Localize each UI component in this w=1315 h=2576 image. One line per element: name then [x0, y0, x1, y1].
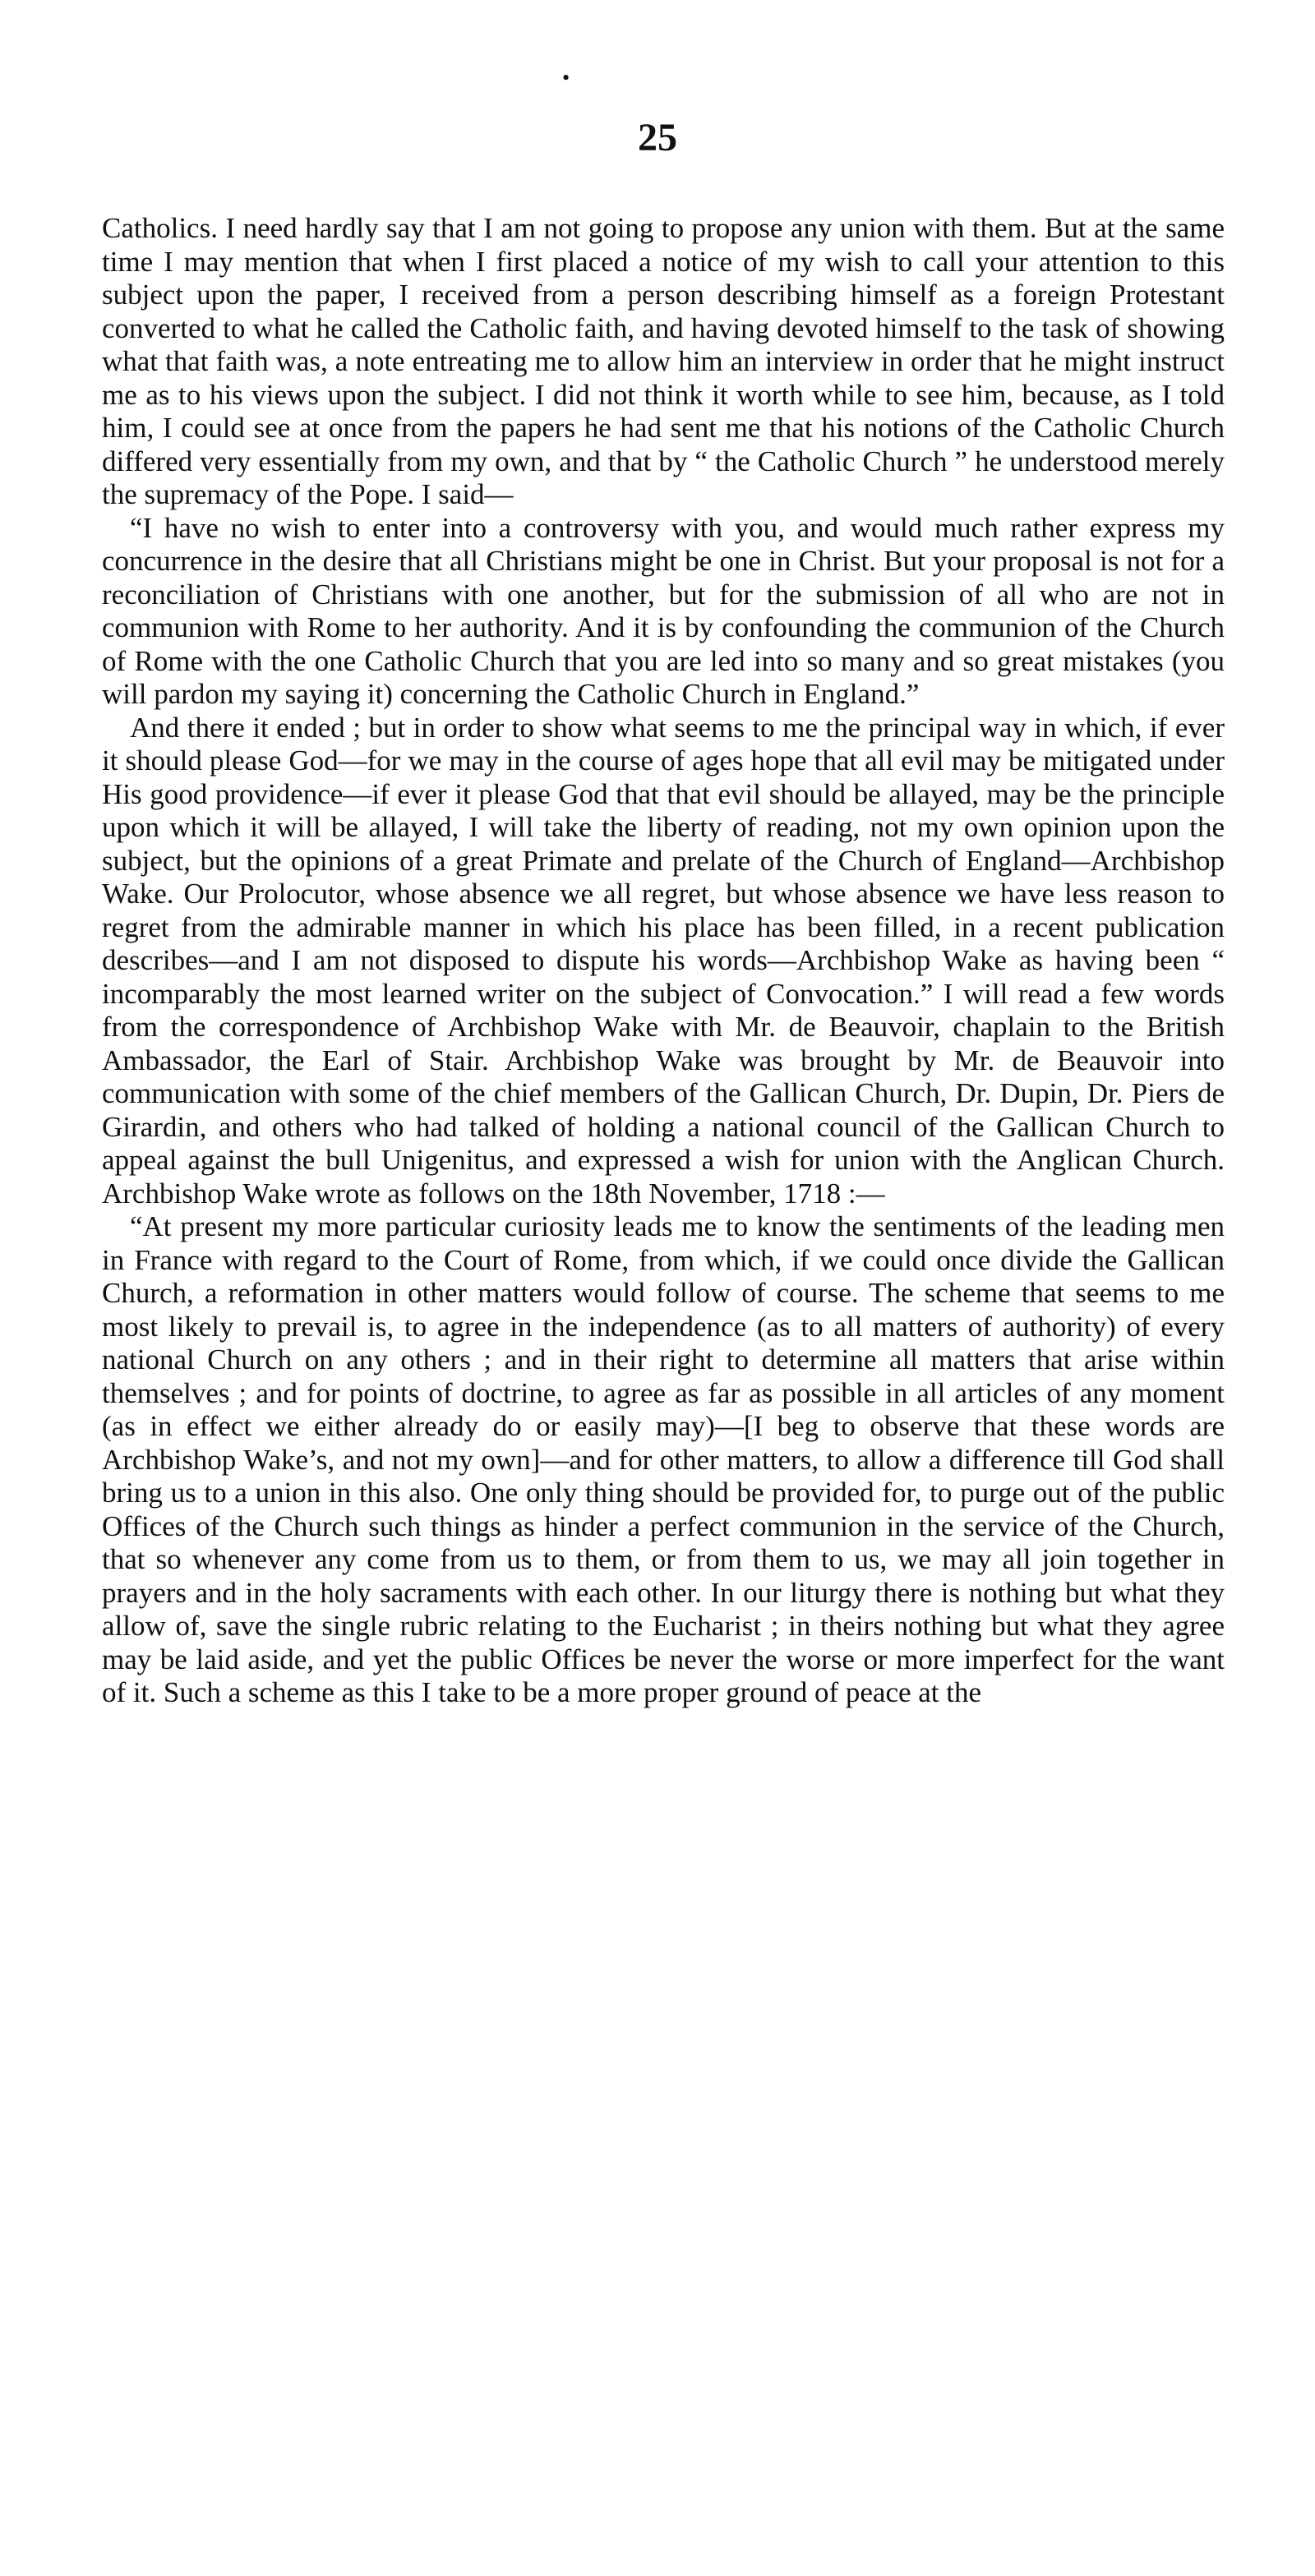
body-text: [102, 212, 1225, 1710]
paragraph-1: Catholics. I need hardly say that I am not going to propose any union with them. But at the same time I may mention that when I first placed a notice of my wish to call your attention to this subject upon the paper, I received from a person describing himself as a foreign Protestant converted to what he called the Catholic faith, and having devoted himself to the task of showing what that faith was, a note entreating me to allow him an interview in order that he might instruct me as to his views upon the subject. I did not think it worth while to see him, because, as I told him, I could see at once from the papers he had sent me that his notions of the Catholic Church differed very essentially from my own, and that by “ the Catholic Church ” he understood merely the supremacy of the Pope. I said—: [102, 212, 1225, 510]
paragraph-2-quotation: “I have no wish to enter into a controversy with you, and would much rather express my concurrence in the desire that all Christians might be one in Christ. But your proposal is not for a reconciliation of Christians with one another, but for the submission of all who are not in communion with Rome to her authority. And it is by confounding the communion of the Church of Rome with the one Catholic Church that you are led into so many and so great mistakes (you will pardon my saying it) concerning the Catholic Church in England.”: [102, 511, 1225, 710]
paragraph-4-quotation: “At present my more particular curiosity leads me to know the sentiments of the leading men in France with regard to the Court of Rome, from which, if we could once divide the Gallican Church, a reformation in other matters would follow of course. The scheme that seems to me most likely to prevail is, to agree in the independence (as to all matters of authority) of every national Church on any others ; and in their right to determine all matters that arise within themselves ; and for points of doctrine, to agree as far as possible in all articles of any moment (as in effect we either already do or easily may)—[I beg to observe that these words are Archbishop Wake’s, and not my own]—and for other matters, to allow a difference till God shall bring us to a union in this also. One only thing should be provided for, to purge out of the public Offices of the Church such things as hinder a perfect communion in the service of the Church, that so whenever any come from us to them, or from them to us, we may all join together in prayers and in the holy sacraments with each other. In our liturgy there is nothing but what they allow of, save the single rubric relating to the Eucharist ; in theirs nothing but what they agree may be laid aside, and yet the public Offices be never the worse or more imperfect for the want of it. Such a scheme as this I take to be a more proper ground of peace at the: [102, 1210, 1225, 1708]
page-number: 25: [638, 116, 677, 159]
printer-mark: •: [562, 66, 570, 90]
paragraph-3: And there it ended ; but in order to show what seems to me the principal way in which, if ever it should please God—for we may in the course of ages hope that all evil may be mitigated under His good providence—if ever it please God that that evil should be allayed, may be the principle upon which it will be allayed, I will take the liberty of reading, not my own opinion upon the subject, but the opinions of a great Primate and prelate of the Church of England—Archbishop Wake. Our Prolocutor, whose absence we all regret, but whose absence we have less reason to regret from the admirable manner in which his place has been filled, in a recent publication describes—and I am not disposed to dispute his words—Archbishop Wake as having been “ incomparably the most learned writer on the subject of Convocation.” I will read a few words from the correspondence of Archbishop Wake with Mr. de Beauvoir, chaplain to the British Ambassador, the Earl of Stair. Archbishop Wake was brought by Mr. de Beauvoir into communication with some of the chief members of the Gallican Church, Dr. Dupin, Dr. Piers de Girardin, and others who had talked of holding a national council of the Gallican Church to appeal against the bull Unigenitus, and expressed a wish for union with the Anglican Church. Archbishop Wake wrote as follows on the 18th November, 1718 :—: [102, 711, 1225, 1210]
